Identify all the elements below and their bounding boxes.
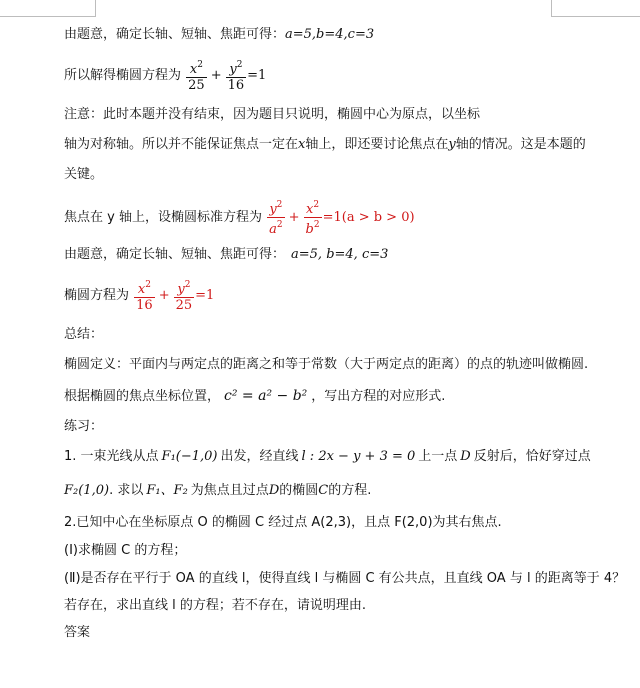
point-F2: F₂(1,0) [64,483,110,498]
problem-1-line-1 [64,448,591,466]
note-text-a: 轴为对称轴。所以并不能保证焦点一定在 [64,137,299,152]
denominator-var: a [269,222,277,237]
equals-one: =1 [195,288,215,303]
denominator: 25 [188,78,205,93]
numerator-var: y [177,282,185,297]
ellipse-definition: 椭圆定义：平面内与两定点的距离之和等于常数（大于两定点的距离）的点的轨迹叫做椭圆. [64,357,589,372]
numerator-var: x [137,282,146,297]
var-y: y [448,137,456,152]
exponent: 2 [276,220,283,230]
point-F1: F₁(−1,0) [161,449,218,464]
p1-text-c: 上一点 [418,449,458,464]
problem-2-part-2-cont: 若存在，求出直线 l 的方程；若不存在，请说明理由. [64,598,367,613]
exponent: 2 [184,280,191,290]
note-text-c: 轴的情况。这是本题的 [455,137,586,152]
p1-text-f: 为焦点且过点 [190,483,269,498]
line-ellipse-equation-2 [64,278,214,313]
line-given-values [64,26,374,44]
note-line-2 [64,136,586,154]
page-corner-mark-left [0,0,96,17]
problem-2-part-2: (Ⅱ)是否存在平行于 OA 的直线 l，使得直线 l 与椭圆 C 有公共点，且直线 OA 与 l 的距离等于 4？ [64,571,626,586]
practice-title: 练习： [64,419,104,434]
given-values: a=5, b=4, c=3 [291,247,389,262]
p1-text-a: 1. 一束光线从点 [64,449,159,464]
given-text: 由题意，确定长轴、短轴、焦距可得： [64,247,286,262]
p1-text-h: 的方程. [328,483,372,498]
plus-sign: + [288,210,300,225]
numerator-var: x [306,202,314,217]
equation-intro: 椭圆方程为 [64,288,130,303]
exponent: 2 [197,60,203,70]
problem-2-statement: 2.已知中心在坐标原点 O 的椭圆 C 经过点 A(2,3)，且点 F(2,0)为其右焦点. [64,515,502,530]
focus-relation-line [64,387,445,406]
relation-equation: c² = a² − b² [224,388,308,404]
denominator: 16 [136,298,153,313]
relation-text-a: 根据椭圆的焦点坐标位置， [64,389,221,404]
exponent: 2 [236,60,243,70]
ellipse-C: C [318,483,329,498]
relation-text-b: ，写出方程的对应形式. [311,389,446,404]
p1-text-d: 反射后，恰好穿过点 [473,449,591,464]
page-corner-mark-right [551,0,640,17]
var-x: x [298,137,306,152]
exponent: 2 [313,200,320,210]
line-l-equation: l : 2x − y + 3 = 0 [301,449,416,464]
note-text-b: 轴上，即还要讨论焦点在 [305,137,449,152]
fraction-y2-over-16 [226,58,247,93]
fraction-x2-over-b2 [304,198,322,237]
exponent: 2 [276,200,283,210]
point-D: D [460,449,471,464]
line-ellipse-equation-1 [64,58,266,93]
focus-intro: 焦点在 y 轴上，设椭圆标准方程为 [64,210,262,225]
answer-label: 答案 [64,625,91,640]
denominator: 25 [175,298,193,313]
summary-title: 总结： [64,327,104,342]
exponent: 2 [145,280,151,290]
numerator-var: y [269,202,277,217]
numerator-var: x [189,62,198,77]
p1-text-e: . 求以 [109,483,144,498]
problem-1-line-2 [64,482,371,500]
equals-one: =1 [247,68,267,83]
exponent: 2 [313,220,320,230]
fraction-x2-over-25 [186,58,207,93]
line-given-values-2 [64,246,388,264]
given-values: a=5,b=4,c=3 [285,27,375,42]
fraction-y2-over-25 [174,278,195,313]
given-text: 由题意，确定长轴、短轴、焦距可得： [64,27,286,42]
note-line-3: 关键。 [64,167,104,182]
plus-sign: + [158,288,170,303]
line-focus-y-axis [64,198,415,237]
note-line-1: 注意：此时本题并没有结束，因为题目只说明，椭圆中心为原点，以坐标 [64,107,481,122]
numerator-var: y [229,62,237,77]
p1-text-b: 出发，经直线 [220,449,299,464]
plus-sign: + [210,68,222,83]
fraction-x2-over-16 [134,278,155,313]
p1-text-g: 的椭圆 [279,483,319,498]
equals-condition: =1(a > b > 0) [322,210,415,225]
foci-F1-F2: F₁、F₂ [146,483,188,498]
denominator-var: b [305,222,314,237]
equation-intro: 所以解得椭圆方程为 [64,68,182,83]
fraction-y2-over-a2 [267,198,285,237]
point-D: D [268,483,280,498]
denominator: 16 [227,78,245,93]
problem-2-part-1: (Ⅰ)求椭圆 C 的方程； [64,543,187,558]
